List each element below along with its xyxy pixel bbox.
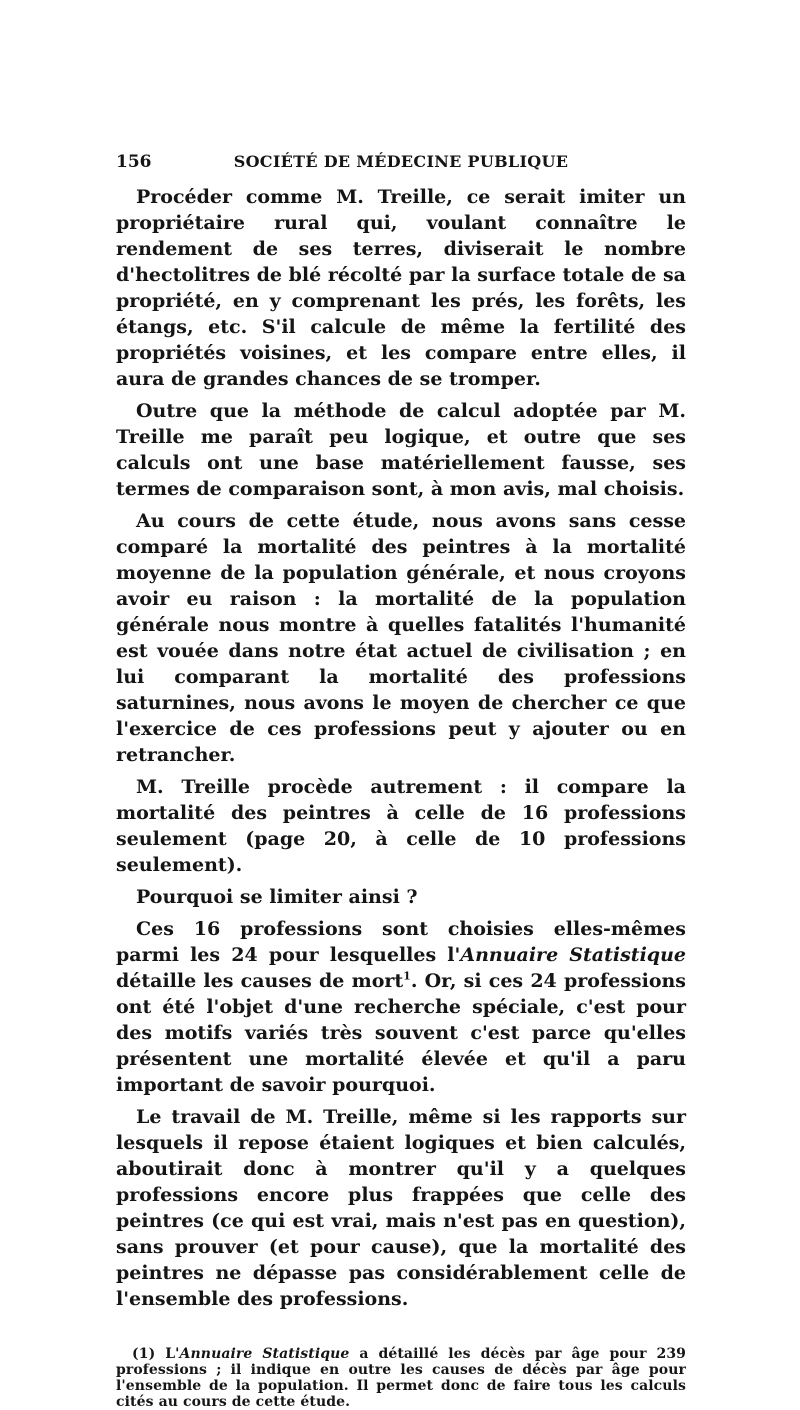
paragraph-2: Outre que la méthode de calcul adoptée par M. Treille me paraît peu logique, et outre que ses calculs ont une base matériellement fausse, ses termes de comparaison sont, à mon avis, mal choisis.: [116, 400, 686, 500]
footnote-marker: (1) L': [132, 1346, 180, 1362]
page-header: [116, 148, 686, 176]
paragraph-7: Le travail de M. Treille, même si les rapports sur lesquels il repose étaient logiques et bien calculés, aboutirait donc à montrer qu'il y a quelques professions encore plus frappées que celle des peintres (ce qui est vrai, mais n'est pas en question), sans prouver (et pour cause), que la mortalité des peintres ne dépasse pas considérablement celle de l'ensemble des professions.: [116, 1106, 686, 1310]
paragraph-5: Pourquoi se limiter ainsi ?: [136, 886, 418, 908]
paragraph-6-text-c: . Or, si ces 24 professions ont été l'objet d'une recherche spéciale, c'est pour des motifs variés très souvent c'est parce qu'elles présentent une mortalité élevée et qu'il a paru important de savoir pourquoi.: [116, 970, 686, 1096]
footnote-reference: 1: [403, 969, 411, 983]
page-number: 156: [116, 152, 152, 172]
paragraph-1: Procéder comme M. Treille, ce serait imiter un propriétaire rural qui, voulant connaître le rendement de ses terres, diviserait le nombre d'hectolitres de blé récolté par la surface totale de sa propriété, en y comprenant les prés, les forêts, les étangs, etc. S'il calcule de même la fertilité des propriétés voisines, et les compare entre elles, il aura de grandes chances de se tromper.: [116, 186, 686, 390]
annuaire-title: Annuaire Statistique: [460, 944, 686, 966]
paragraph-4: M. Treille procède autrement : il compare la mortalité des peintres à celle de 16 professions seulement (page 20, à celle de 10 professions seulement).: [116, 776, 686, 876]
paragraph-6-text-a: Ces 16 professions sont choisies elles-mêmes parmi les 24 pour lesquelles l': [116, 918, 686, 966]
body-text: [116, 184, 686, 1312]
paragraph-6-text-b: détaille les causes de mort: [116, 970, 404, 992]
footnote: [116, 1346, 686, 1410]
paragraph-6: [116, 916, 686, 1098]
footnote-text: a détaillé les décès par âge pour 239 professions ; il indique en outre les causes de décès par âge pour l'ensemble de la population. Il permet donc de faire tous les calculs cités au cours de cette étude.: [116, 1346, 686, 1410]
book-page: [116, 148, 686, 1410]
paragraph-3: Au cours de cette étude, nous avons sans cesse comparé la mortalité des peintres à la mortalité moyenne de la population générale, et nous croyons avoir eu raison : la mortalité de la population générale nous montre à quelles fatalités l'humanité est vouée dans notre état actuel de civilisation ; en lui comparant la mortalité des professions saturnines, nous avons le moyen de chercher ce que l'exercice de ces professions peut y ajouter ou en retrancher.: [116, 510, 686, 766]
footnote-annuaire-title: Annuaire Statistique: [179, 1346, 350, 1362]
running-head: SOCIÉTÉ DE MÉDECINE PUBLIQUE: [233, 152, 569, 171]
